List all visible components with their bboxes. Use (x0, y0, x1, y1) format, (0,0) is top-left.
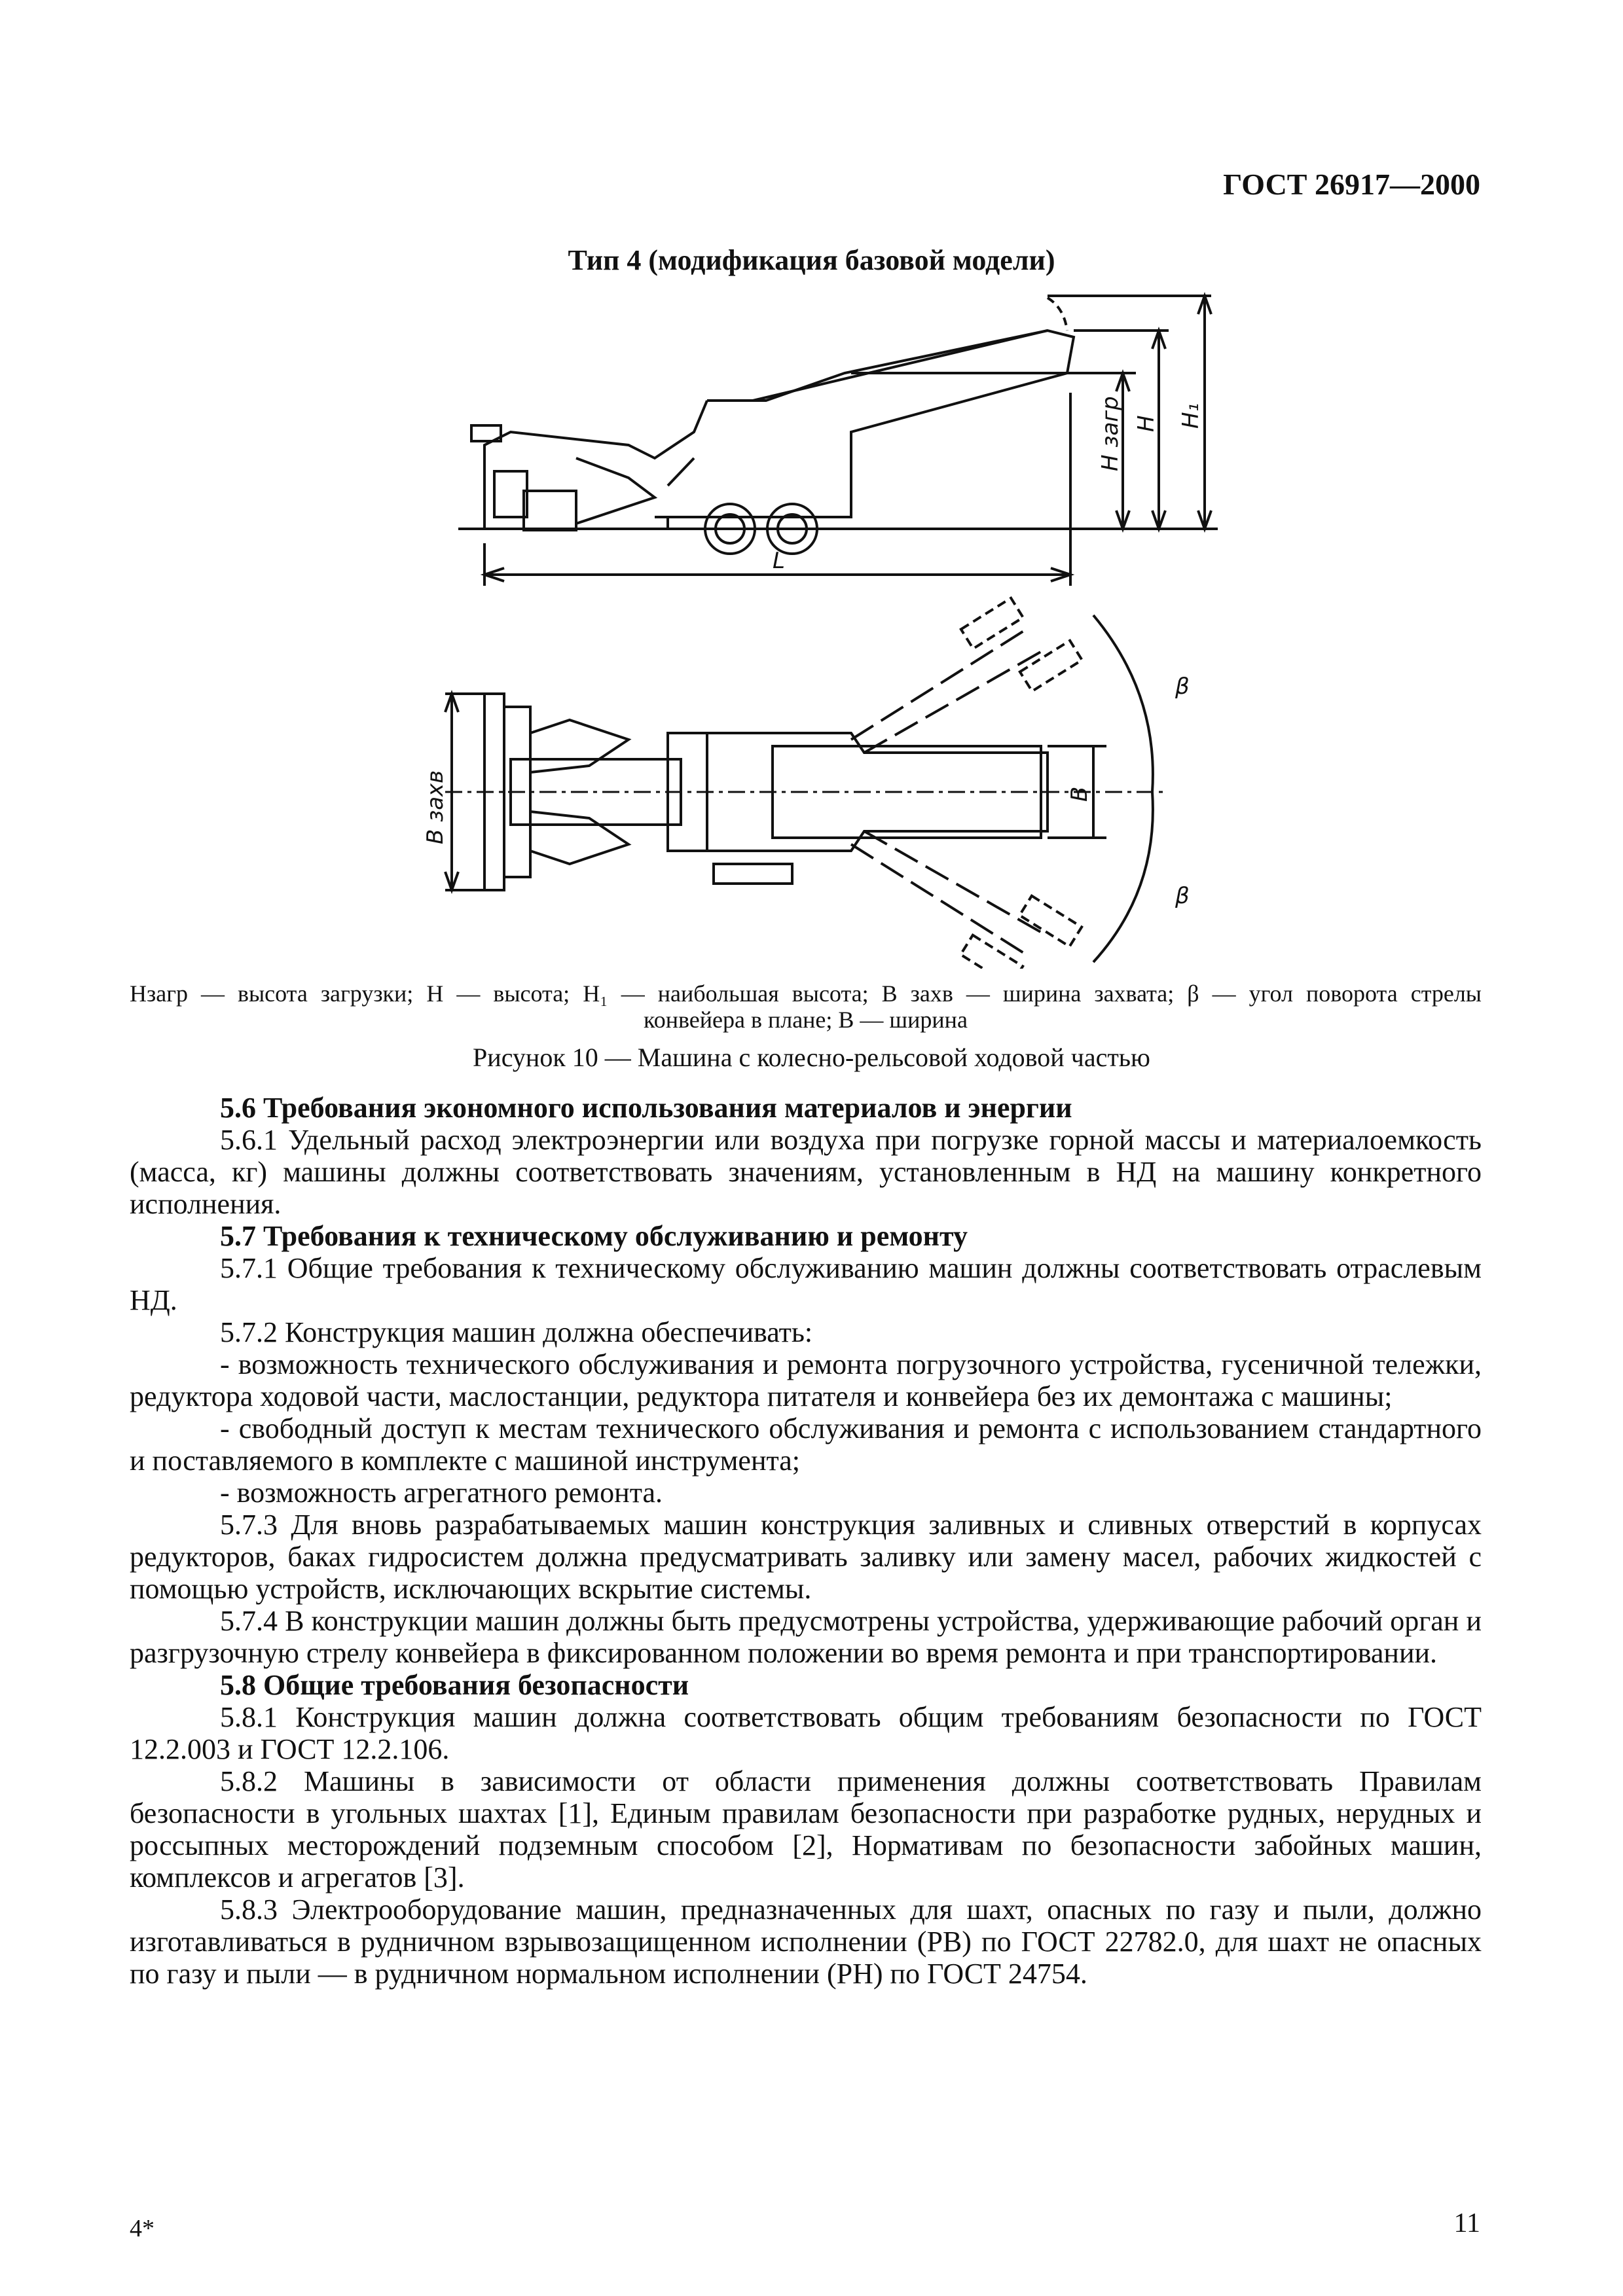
paragraph: 5.6.1 Удельный расход электроэнергии или воздуха при погрузке горной массы и материалоемкость (масса, кг) машины должны соответствовать значениям, установленным в НД на машину конкретного исполнения. (130, 1124, 1482, 1220)
label-H: H (1133, 415, 1159, 432)
figure-legend (130, 980, 1482, 1033)
figure-caption: Рисунок 10 — Машина с колесно-рельсовой ходовой частью (473, 1043, 1150, 1072)
label-B-zakhv: B захв (422, 770, 448, 844)
section-heading: 5.8 Общие требования безопасности (220, 1669, 689, 1701)
standard-number: ГОСТ 26917—2000 (1223, 168, 1480, 201)
plan-view (445, 598, 1165, 969)
figure-10-drawing (0, 275, 1623, 969)
section-heading: 5.6 Требования экономного использования материалов и энергии (220, 1092, 1072, 1124)
page-number: 11 (1453, 2208, 1480, 2238)
paragraph: - свободный доступ к местам технического обслуживания и ремонта с использованием стандартного и поставляемого в комплекте с машиной инструмента; (130, 1412, 1482, 1477)
paragraph: 5.7.4 В конструкции машин должны быть предусмотрены устройства, удерживающие рабочий орган и разгрузочную стрелу конвейера в фиксированном положении во время ремонта и при транспортировании. (130, 1605, 1482, 1669)
paragraph: 5.8.3 Электрооборудование машин, предназначенных для шахт, опасных по газу и пыли, должно изготавливаться в рудничном взрывозащищенном исполнении (РВ) по ГОСТ 22782.0, для шахт не опасных по газу и пыли — в рудничном нормальном исполнении (РН) по ГОСТ 24754. (130, 1893, 1482, 1990)
body-text (130, 1092, 1482, 1990)
label-H-zagr: H загр (1097, 396, 1123, 471)
sheet-mark: 4* (130, 2215, 155, 2242)
paragraph: - возможность технического обслуживания и ремонта погрузочного устройства, гусеничной тележки, редуктора ходовой части, маслостанции, редуктора питателя и конвейера без их демонтажа с машины; (130, 1348, 1482, 1412)
label-beta-bottom: β (1175, 883, 1190, 909)
paragraph: 5.7.2 Конструкция машин должна обеспечивать: (220, 1316, 813, 1348)
paragraph: 5.8.2 Машины в зависимости от области применения должны соответствовать Правилам безопасности в угольных шахтах [1], Единым правилам безопасности при разработке рудных, нерудных и россыпных месторождений подземным способом [2], Нормативам по безопасности забойных машин, комплексов и агрегатов [3]. (130, 1765, 1482, 1893)
legend-line-1: Hзагр — высота загрузки; H — высота; H₁ — наибольшая высота; B захв — ширина захвата; β — угол поворота стрелы (130, 980, 1482, 1007)
paragraph: 5.7.1 Общие требования к техническому обслуживанию машин должны соответствовать отраслевым НД. (130, 1252, 1482, 1316)
section-heading: 5.7 Требования к техническому обслуживанию и ремонту (220, 1220, 968, 1252)
label-beta-top: β (1175, 673, 1190, 700)
label-H1: H₁ (1178, 403, 1204, 429)
paragraph: 5.8.1 Конструкция машин должна соответствовать общим требованиям безопасности по ГОСТ 12.2.003 и ГОСТ 12.2.106. (130, 1701, 1482, 1765)
label-B: B (1067, 786, 1093, 802)
label-L: L (773, 548, 785, 574)
legend-line-2: конвейера в плане; B — ширина (644, 1007, 968, 1033)
figure-title: Тип 4 (модификация базовой модели) (568, 244, 1055, 276)
paragraph: 5.7.3 Для вновь разрабатываемых машин конструкция заливных и сливных отверстий в корпусах редукторов, баках гидросистем должна предусматривать заливку или замену масел, рабочих жидкостей с помощью устройств, исключающих вскрытие системы. (130, 1509, 1482, 1605)
paragraph: - возможность агрегатного ремонта. (220, 1477, 663, 1509)
